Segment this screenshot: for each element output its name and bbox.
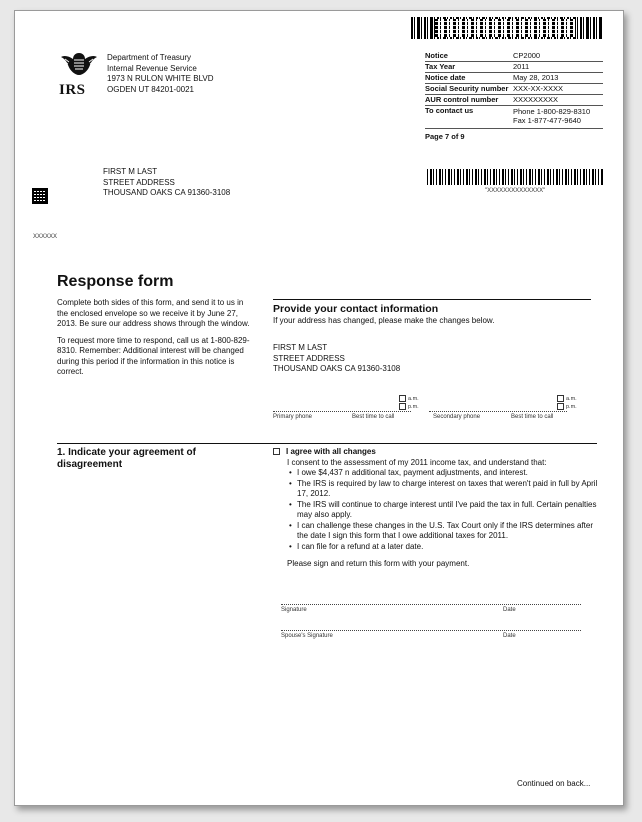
notice-info-table: [425, 51, 603, 141]
irs-logo: [59, 51, 99, 98]
date-label: Date: [503, 633, 516, 639]
notice-row: AUR control number XXXXXXXXX: [425, 95, 603, 106]
contact-subtitle: If your address has changed, please make the changes below.: [273, 316, 495, 325]
date-label: Date: [503, 607, 516, 613]
response-instructions: Complete both sides of this form, and send it to us in the enclosed envelope so we receive it by June 27, 2013. Be sure our address shows through the window. To request more time to respond, call us at 1-800-829-8310. Remember: Additional interest will be changed during this period if the information in this notice is correct.: [57, 298, 250, 376]
continued-note: Continued on back...: [517, 779, 591, 788]
notice-row: Social Security number XXX-XX-XXXX: [425, 84, 603, 95]
code-label: XXXXXX: [33, 234, 58, 240]
page-indicator: Page 7 of 9: [425, 132, 465, 141]
best-time-label: Best time to call: [352, 414, 395, 420]
recipient-address: FIRST M LAST STREET ADDRESS THOUSAND OAKS CA 91360-3108: [103, 167, 231, 197]
agree-checkbox[interactable]: [273, 448, 280, 455]
notice-row: Tax Year 2011: [425, 62, 603, 73]
list-item: • The IRS will continue to charge interest until I've paid the tax in full. Certain penalties may also apply.: [297, 500, 598, 521]
pm-checkbox[interactable]: [557, 403, 564, 410]
primary-phone-label: Primary phone: [273, 414, 313, 420]
notice-row: Notice date May 28, 2013: [425, 73, 603, 84]
am-checkbox[interactable]: [557, 395, 564, 402]
secondary-phone-field[interactable]: [429, 411, 567, 412]
section-title-agreement: 1. Indicate your agreement of disagreement: [57, 447, 196, 470]
primary-ampm: a.m. p.m.: [399, 395, 419, 411]
secondary-phone-label: Secondary phone: [433, 414, 481, 420]
list-item: • The IRS is required by law to charge interest on taxes that weren't paid in full by April 17, 2012.: [297, 479, 598, 500]
contact-section-title: Provide your contact information: [273, 303, 439, 315]
notice-row: Notice CP2000: [425, 51, 603, 62]
agreement-option: [273, 447, 598, 570]
pm-checkbox[interactable]: [399, 403, 406, 410]
eagle-icon: [59, 51, 99, 77]
signature-label: Signature: [281, 607, 307, 613]
agency-address: Department of Treasury Internal Revenue Service 1973 N RULON WHITE BLVD OGDEN UT 84201-0021: [107, 53, 214, 94]
am-checkbox[interactable]: [399, 395, 406, 402]
list-item: • I owe $4,437 n additional tax, payment adjustments, and interest.: [297, 468, 598, 479]
list-item: • I can file for a refund at a later date.: [297, 542, 598, 553]
agreement-bullets: [287, 468, 598, 552]
logo-text: IRS: [59, 82, 86, 98]
list-item: • I can challenge these changes in the U.S. Tax Court only if the IRS determines after the date I sign this form that I owe additional taxes for 2011.: [297, 521, 598, 542]
agree-option-label: I agree with all changes: [286, 447, 376, 456]
secondary-ampm: a.m. p.m.: [557, 395, 577, 411]
tracking-barcode: [427, 169, 603, 185]
barcode-caption: "XXXXXXXXXXXXXX": [485, 188, 546, 194]
consent-text: I consent to the assessment of my 2011 income tax, and understand that:: [287, 457, 547, 467]
sign-instruction: Please sign and return this form with your payment.: [287, 559, 470, 568]
contact-address[interactable]: FIRST M LAST STREET ADDRESS THOUSAND OAKS CA 91360-3108: [273, 343, 401, 373]
qr-code: [33, 189, 47, 203]
best-time-label: Best time to call: [511, 414, 554, 420]
spouse-signature-label: Spouse's Signature: [281, 633, 333, 639]
spouse-signature-field[interactable]: [281, 630, 581, 631]
primary-phone-field[interactable]: [273, 411, 411, 412]
section-divider: [57, 443, 597, 444]
top-barcode: [411, 17, 603, 39]
response-form-title: Response form: [57, 273, 174, 290]
contact-divider: [273, 299, 591, 300]
signature-field[interactable]: [281, 604, 581, 605]
notice-contact-row: To contact us Phone 1-800-829-8310 Fax 1-877-477-9640: [425, 106, 603, 129]
document-page: [14, 10, 624, 806]
